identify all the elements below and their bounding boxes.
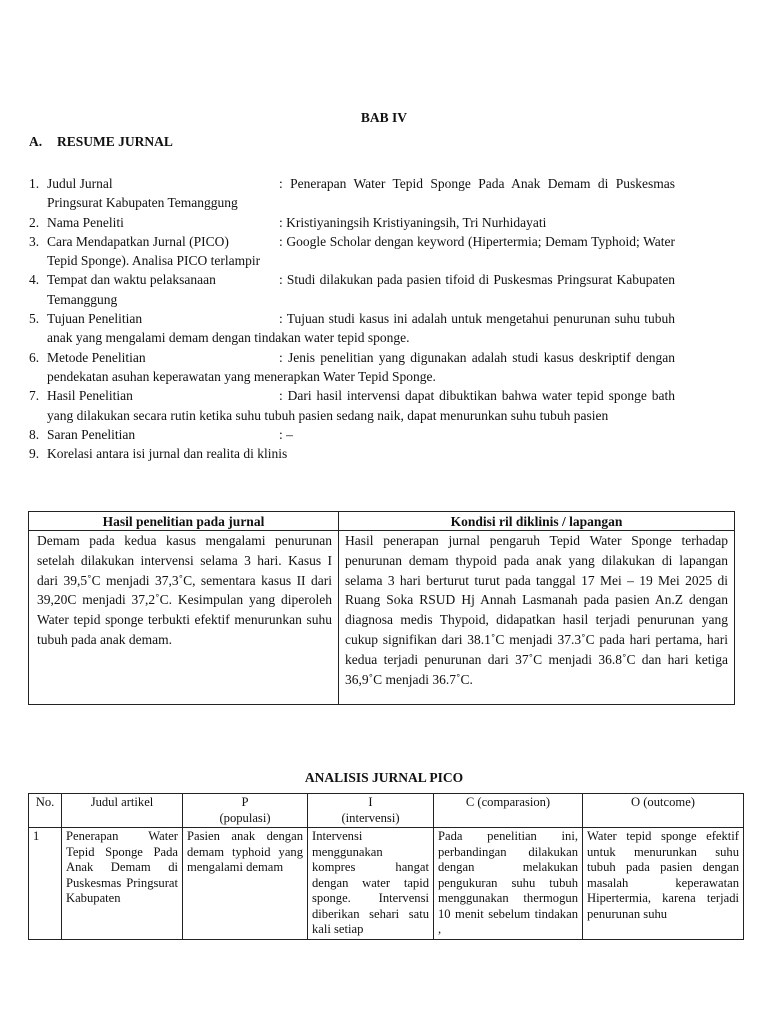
list-item: [29, 444, 675, 463]
header-i: [308, 794, 434, 828]
item-value: : Studi dilakukan pada pasien tifoid di Puskesmas Pringsurat Kabupaten Temanggung: [47, 272, 675, 307]
item-value: : Kristiyaningsih Kristiyaningsih, Tri Nurhidayati: [279, 214, 547, 230]
header-journal-result: Hasil penelitian pada jurnal: [29, 512, 339, 531]
item-label: Korelasi antara isi jurnal dan realita di klinis: [47, 446, 288, 462]
list-item: [29, 309, 675, 348]
list-item: [29, 425, 675, 444]
cell-i: [308, 828, 434, 940]
cell-judul-text: Penerapan Water Tepid Sponge Pada Anak Demam di Puskesmas Pringsurat Kabupaten: [66, 829, 178, 905]
header-p-letter: P: [241, 795, 249, 809]
item-value: : Penerapan Water Tepid Sponge Pada Anak Demam di Puskesmas Pringsurat Kabupaten Temanggung: [47, 176, 675, 211]
resume-list: [29, 174, 675, 463]
section-title: RESUME JURNAL: [57, 134, 173, 149]
item-number: 7.: [29, 388, 40, 404]
header-p: [183, 794, 308, 828]
cell-c-text: Pada penelitian ini, perbandingan dilakukan dengan melakukan pengukuran suhu tubuh menggunakan thermogun 10 menit sebelum tindakan ,: [438, 829, 578, 936]
header-o: O (outcome): [583, 794, 744, 828]
cell-c: [434, 828, 583, 940]
cell-no: [29, 828, 62, 940]
item-value: : Google Scholar dengan keyword (Hipertermia; Demam Typhoid; Water Tepid Sponge). Analisa PICO terlampir: [47, 233, 675, 269]
list-item: [29, 174, 675, 213]
table-header-row: [29, 794, 744, 828]
item-value: : Jenis penelitian yang digunakan adalah studi kasus deskriptif dengan pendekatan asuhan keperawatan yang menerapkan Water Tepid Sponge.: [47, 349, 675, 384]
header-judul: Judul artikel: [62, 794, 183, 828]
pico-title: ANALISIS JURNAL PICO: [304, 770, 464, 785]
item-label: Hasil Penelitian: [47, 388, 133, 404]
table-header-row: [29, 512, 735, 531]
cell-p-text: Pasien anak dengan demam typhoid yang mengalami demam: [187, 829, 303, 874]
item-number: 1.: [29, 176, 40, 191]
cell-i-text: Intervensi menggunakan kompres hangat dengan water tapid sponge. Intervensi diberikan sehari satu kali setiap: [312, 829, 429, 936]
section-heading: [29, 134, 173, 150]
header-i-letter: I: [368, 795, 373, 809]
comparison-table: [28, 511, 735, 705]
chapter-title: BAB IV: [360, 110, 408, 125]
item-value: : Tujuan studi kasus ini adalah untuk mengetahui penurunan suhu tubuh anak yang mengalami demam dengan tindakan water tepid sponge.: [47, 311, 675, 346]
clinical-condition-cell: Hasil penerapan jurnal pengaruh Tepid Water Sponge terhadap penurunan demam thypoid pada anak yang dilakukan di lapangan selama 3 hari berturut turut pada tanggal 17 Mei – 19 Mei 2025 di Ruang Soka RSUD Hj Annah Lasmanah pada pasien An.Z dengan diagnosa medis Thypoid, didapatkan hasil terjadi penurunan yang cukup signifikan dari 38.1˚C menjadi 37.3˚C pada hari pertama, hari kedua terjadi penurunan dari 37˚C menjadi 36.8˚C dan hari ketiga 36,9˚C menjadi 36.7˚C.: [339, 531, 735, 705]
list-item: [29, 232, 675, 271]
item-value: : Dari hasil intervensi dapat dibuktikan bahwa water tepid sponge bath yang dilakukan secara rutin ketika suhu tubuh pasien sedang naik, dapat menurunkan suhu tubuh pasien: [47, 388, 675, 423]
item-number: 2.: [29, 214, 40, 230]
table-row: [29, 531, 735, 705]
cell-p: [183, 828, 308, 940]
list-item: [29, 386, 675, 425]
item-label: Metode Penelitian: [47, 349, 146, 365]
item-label: Judul Jurnal: [47, 176, 113, 191]
list-item: [29, 213, 675, 232]
item-label: Tujuan Penelitian: [47, 311, 143, 327]
item-number: 3.: [29, 233, 40, 249]
cell-judul: [62, 828, 183, 940]
header-no: No.: [29, 794, 62, 828]
list-item: [29, 270, 675, 309]
header-i-sub: (intervensi): [341, 810, 400, 825]
item-label: Tempat dan waktu pelaksanaan: [47, 272, 216, 288]
table-row: [29, 828, 744, 940]
section-number: A.: [29, 134, 43, 149]
header-p-sub: (populasi): [219, 810, 271, 825]
cell-o-text: Water tepid sponge efektif untuk menurunkan suhu tubuh pada pasien dengan masalah keperawatan Hipertermia, karena terjadi penurunan suhu: [587, 829, 739, 921]
item-number: 9.: [29, 446, 40, 462]
item-number: 8.: [29, 426, 40, 442]
header-clinical-condition: Kondisi ril diklinis / lapangan: [339, 512, 735, 531]
header-c: C (comparasion): [434, 794, 583, 828]
cell-o: [583, 828, 744, 940]
item-number: 5.: [29, 311, 40, 327]
item-label: Cara Mendapatkan Jurnal (PICO): [47, 233, 229, 249]
item-label: Nama Peneliti: [47, 214, 124, 230]
item-value: : –: [279, 426, 293, 442]
item-number: 4.: [29, 272, 40, 288]
journal-result-cell: Demam pada kedua kasus mengalami penurunan setelah dilakukan intervensi selama 3 hari. Kasus I dari 39,5˚C menjadi 37,3˚C, sementara kasus II dari 39,20C menjadi 37,2˚C. Kesimpulan yang diperoleh Water tepid sponge terbukti efektif menurunkan suhu tubuh pada anak demam.: [29, 531, 339, 705]
item-number: 6.: [29, 349, 40, 365]
item-label: Saran Penelitian: [47, 426, 136, 442]
cell-no-text: 1: [33, 829, 40, 843]
pico-table: [28, 793, 744, 940]
list-item: [29, 348, 675, 387]
